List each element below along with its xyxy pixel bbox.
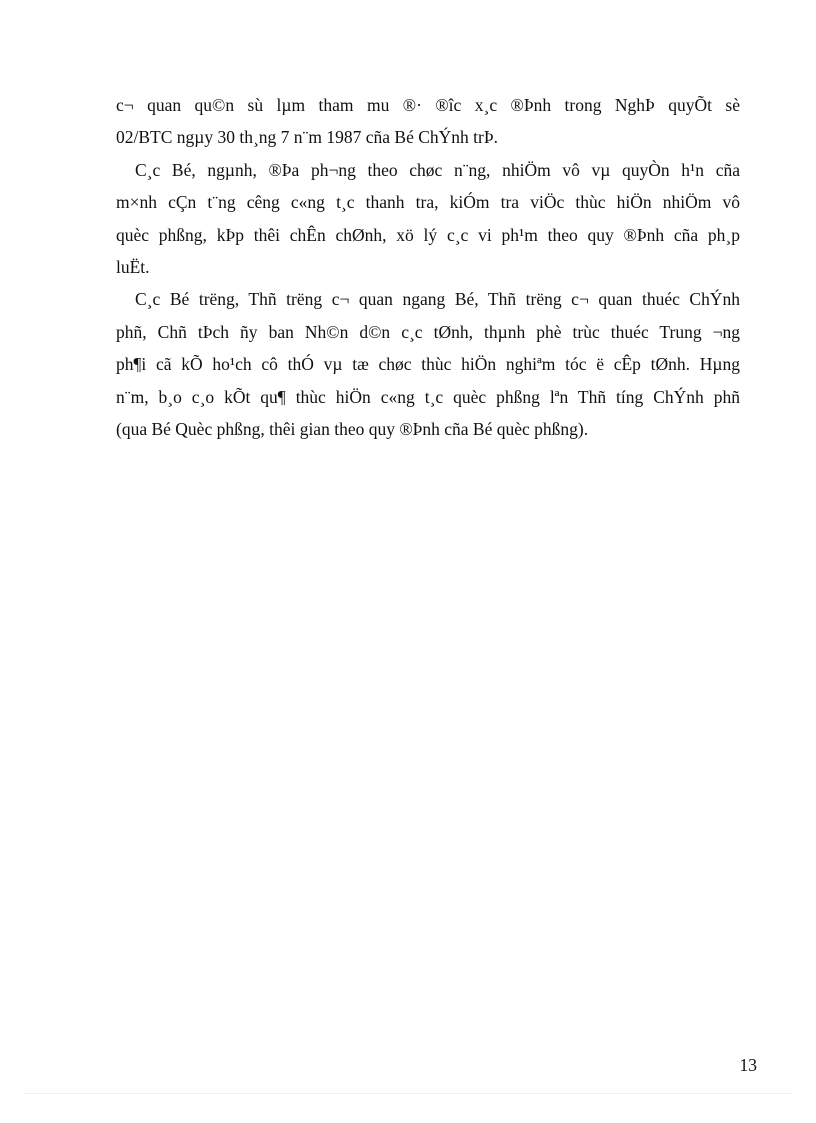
- text-line: luËt.: [116, 256, 150, 277]
- text-line: C¸c Bé trëng, Thñ trëng c¬ quan ngang Bé, Thñ trëng c¬ quan thuéc ChÝnh: [135, 289, 740, 310]
- page-bottom-divider: [24, 1093, 792, 1094]
- document-body: [116, 89, 740, 445]
- text-line: 02/BTC ngµy 30 th¸ng 7 n¨m 1987 cña Bé ChÝnh trÞ.: [116, 127, 498, 148]
- text-line: C¸c Bé, ngµnh, ®Þa ph¬ng theo chøc n¨ng, nhiÖm vô vµ quyÒn h¹n cña: [135, 159, 740, 180]
- text-line: n¨m, b¸o c¸o kÕt qu¶ thùc hiÖn c«ng t¸c quèc phßng lªn Thñ tíng ChÝnh phñ: [116, 386, 740, 407]
- text-line: c¬ quan qu©n sù lµm tham mu ®· ®îc x¸c ®Þnh trong NghÞ quyÕt sè: [116, 95, 740, 115]
- text-line: quèc phßng, kÞp thêi chÊn chØnh, xö lý c¸c vi ph¹m theo quy ®Þnh cña ph¸p: [116, 224, 740, 245]
- text-line: (qua Bé Quèc phßng, thêi gian theo quy ®Þnh cña Bé quèc phßng).: [116, 418, 589, 439]
- text-line: phñ, Chñ tÞch ñy ban Nh©n d©n c¸c tØnh, thµnh phè trùc thuéc Trung ¬ng: [116, 321, 740, 342]
- page-number: 13: [739, 1055, 757, 1075]
- text-line: ph¶i cã kÕ ho¹ch cô thÓ vµ tæ chøc thùc hiÖn nghiªm tóc ë cÊp tØnh. Hµng: [116, 354, 740, 375]
- paragraph-ministries-inspection: [116, 154, 740, 284]
- paragraph-ministers-reporting: [116, 283, 740, 445]
- text-line: m×nh cÇn t¨ng cêng c«ng t¸c thanh tra, kiÓm tra viÖc thùc hiÖn nhiÖm vô: [116, 192, 740, 213]
- paragraph-continued: [116, 89, 740, 154]
